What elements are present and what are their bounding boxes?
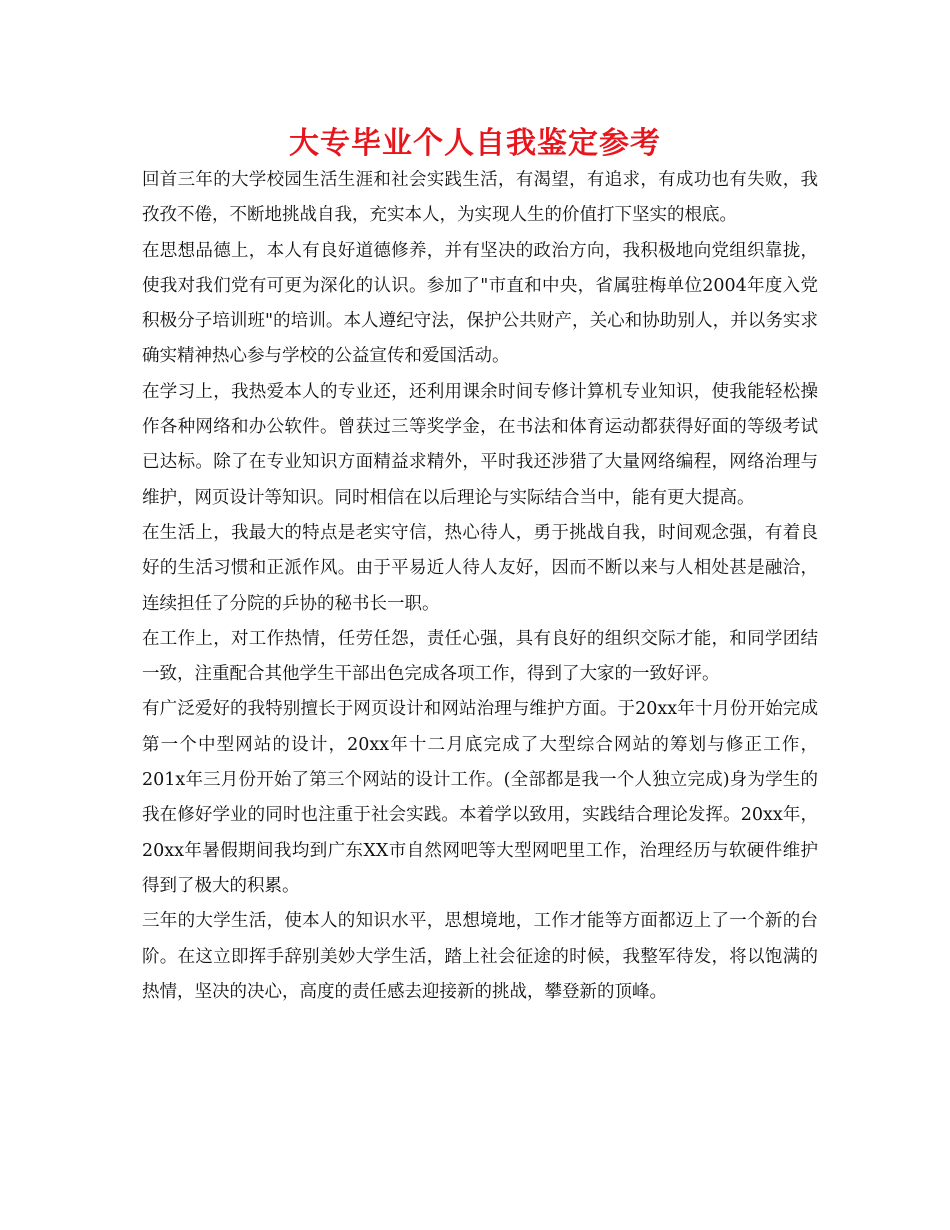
paragraph-life: 在生活上，我最大的特点是老实守信，热心待人，勇于挑战自我，时间观念强，有着良好的生活习惯和正派作风。由于平易近人待人友好，因而不断以来与人相处甚是融洽，连续担任了分院的乒协的秘书长一职。	[142, 522, 818, 614]
paragraph-work: 在工作上，对工作热情，任劳任怨，责任心强，具有良好的组织交际才能，和同学团结一致，注重配合其他学生干部出色完成各项工作，得到了大家的一致好评。	[142, 628, 818, 685]
paragraph-ideology: 在思想品德上，本人有良好道德修养，并有坚决的政治方向，我积极地向党组织靠拢，使我对我们党有可更为深化的认识。参加了"市直和中央，省属驻梅单位2004年度入党积极分子培训班"的培训。本人遵纪守法，保护公共财产，关心和协助别人，并以务实求确实精神热心参与学校的公益宣传和爱国活动。	[142, 240, 818, 367]
paragraph-intro: 回首三年的大学校园生活生涯和社会实践生活，有渴望，有追求，有成功也有失败，我孜孜不倦，不断地挑战自我，充实本人，为实现人生的价值打下坚实的根底。	[142, 170, 818, 226]
paragraph-hobbies: 有广泛爱好的我特别擅长于网页设计和网站治理与维护方面。于20xx年十月份开始完成第一个中型网站的设计，20xx年十二月底完成了大型综合网站的筹划与修正工作，201x年三月份开始了第三个网站的设计工作。(全部都是我一个人独立完成)身为学生的我在修好学业的同时也注重于社会实践。本着学以致用，实践结合理论发挥。20xx年，20xx年暑假期间我均到广东XX市自然网吧等大型网吧里工作，治理经历与软硬件维护得到了极大的积累。	[142, 699, 818, 896]
paragraph-conclusion: 三年的大学生活，使本人的知识水平，思想境地，工作才能等方面都迈上了一个新的台阶。在这立即挥手辞别美妙大学生活，踏上社会征途的时候，我整军待发，将以饱满的热情，坚决的决心，高度的责任感去迎接新的挑战，攀登新的顶峰。	[142, 911, 818, 1002]
document-title: 大专毕业个人自我鉴定参考	[289, 126, 661, 161]
document-body	[142, 163, 818, 1010]
paragraph-study: 在学习上，我热爱本人的专业还，还利用课余时间专修计算机专业知识，使我能轻松操作各种网络和办公软件。曾获过三等奖学金，在书法和体育运动都获得好面的等级考试已达标。除了在专业知识方面精益求精外，平时我还涉猎了大量网络编程，网络治理与维护，网页设计等知识。同时相信在以后理论与实际结合当中，能有更大提高。	[142, 381, 818, 508]
